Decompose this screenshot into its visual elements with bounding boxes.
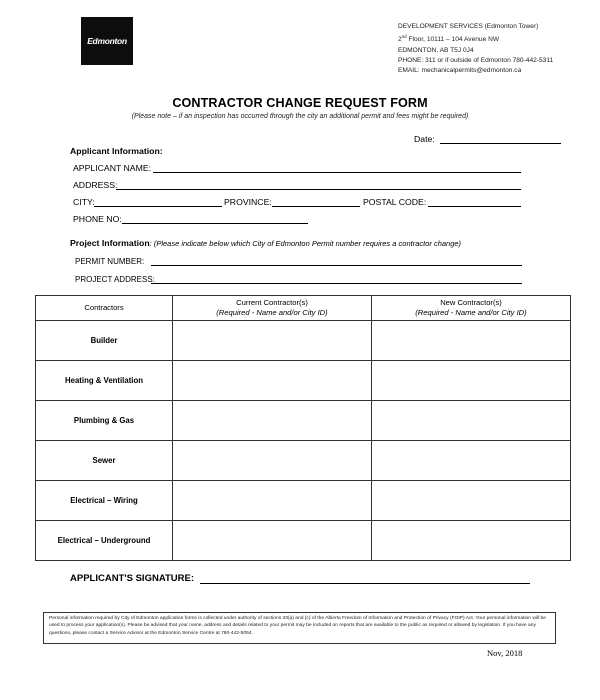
contact-phone: PHONE: 311 or if outside of Edmonton 780-442-5311 xyxy=(398,57,554,65)
heating-current-cell[interactable] xyxy=(173,361,372,401)
table-row xyxy=(36,521,571,561)
header-new-contractor: New Contractor(s) (Required - Name and/or City ID) xyxy=(372,296,571,321)
privacy-notice: Personal information required by City of Edmonton application forms is collected under authority of sections 33(a) and (c) of the Alberta Freedom of Information and Protection of Privacy (FOIP) Act. Your personal information will be used to process your application(s). Please be advised that your name, address and details related to your permit may be included on reports that are available to the public as required or allowed by legislation. If you have any questions, please contact a Service Advisor at the Edmonton Service Centre at 780-442-5054. xyxy=(43,612,556,644)
project-note: : (Please indicate below which City of Edmonton Permit number requires a contractor change) xyxy=(149,239,462,248)
table-row xyxy=(36,361,571,401)
header-current-contractor: Current Contractor(s) (Required - Name and/or City ID) xyxy=(173,296,372,321)
city-label: CITY: xyxy=(73,197,95,207)
applicant-heading: Applicant Information: xyxy=(70,146,163,156)
header-contractors: Contractors xyxy=(36,296,173,321)
form-revision-date: Nov, 2018 xyxy=(487,648,523,658)
phone-field[interactable] xyxy=(122,223,308,224)
row-label-plumbing: Plumbing & Gas xyxy=(36,401,173,441)
contact-floor: 2nd Floor, 10111 – 104 Avenue NW xyxy=(398,34,500,44)
sewer-current-cell[interactable] xyxy=(173,441,372,481)
project-address-label: PROJECT ADDRESS: xyxy=(75,275,155,284)
phone-label: PHONE NO: xyxy=(73,214,122,224)
permit-number-field[interactable] xyxy=(151,265,522,266)
sewer-new-cell[interactable] xyxy=(372,441,571,481)
table-row xyxy=(36,321,571,361)
electrical-underground-current-cell[interactable] xyxy=(173,521,372,561)
contractors-table xyxy=(35,295,571,561)
applicant-name-label: APPLICANT NAME: xyxy=(73,163,152,173)
row-label-sewer: Sewer xyxy=(36,441,173,481)
form-subtitle: (Please note – if an inspection has occurred through the city an additional permit and fees might be required) xyxy=(131,113,469,120)
contact-city: EDMONTON, AB T5J 0J4 xyxy=(398,46,474,54)
signature-label: APPLICANT'S SIGNATURE: xyxy=(70,573,195,584)
table-row xyxy=(36,401,571,441)
contact-org: DEVELOPMENT SERVICES (Edmonton Tower) xyxy=(398,23,539,30)
table-row xyxy=(36,441,571,481)
table-row xyxy=(36,481,571,521)
row-label-electrical-wiring: Electrical – Wiring xyxy=(36,481,173,521)
builder-new-cell[interactable] xyxy=(372,321,571,361)
plumbing-new-cell[interactable] xyxy=(372,401,571,441)
builder-current-cell[interactable] xyxy=(173,321,372,361)
contact-block xyxy=(398,22,553,77)
form-title: CONTRACTOR CHANGE REQUEST FORM xyxy=(172,96,428,110)
project-heading-row xyxy=(70,238,461,248)
date-label: Date: xyxy=(414,134,435,144)
logo-text: Edmonton xyxy=(87,36,127,46)
contact-email: EMAIL: mechanicalpermits@edmonton.ca xyxy=(398,67,522,75)
row-label-builder: Builder xyxy=(36,321,173,361)
table-header-row xyxy=(36,296,571,321)
row-label-heating: Heating & Ventilation xyxy=(36,361,173,401)
city-field[interactable] xyxy=(94,206,222,207)
applicant-name-field[interactable] xyxy=(153,172,521,173)
address-label: ADDRESS: xyxy=(73,180,118,190)
electrical-wiring-new-cell[interactable] xyxy=(372,481,571,521)
permit-number-label: PERMIT NUMBER: xyxy=(75,257,145,266)
signature-field[interactable] xyxy=(200,583,530,584)
electrical-underground-new-cell[interactable] xyxy=(372,521,571,561)
project-heading: Project Information xyxy=(70,238,150,248)
postal-code-field[interactable] xyxy=(428,206,521,207)
electrical-wiring-current-cell[interactable] xyxy=(173,481,372,521)
province-field[interactable] xyxy=(272,206,360,207)
province-label: PROVINCE: xyxy=(224,197,272,207)
project-address-field[interactable] xyxy=(151,283,522,284)
postal-code-label: POSTAL CODE: xyxy=(363,197,427,207)
row-label-electrical-underground: Electrical – Underground xyxy=(36,521,173,561)
edmonton-logo xyxy=(81,17,133,65)
plumbing-current-cell[interactable] xyxy=(173,401,372,441)
date-field[interactable] xyxy=(440,143,561,144)
heating-new-cell[interactable] xyxy=(372,361,571,401)
address-field[interactable] xyxy=(116,189,521,190)
